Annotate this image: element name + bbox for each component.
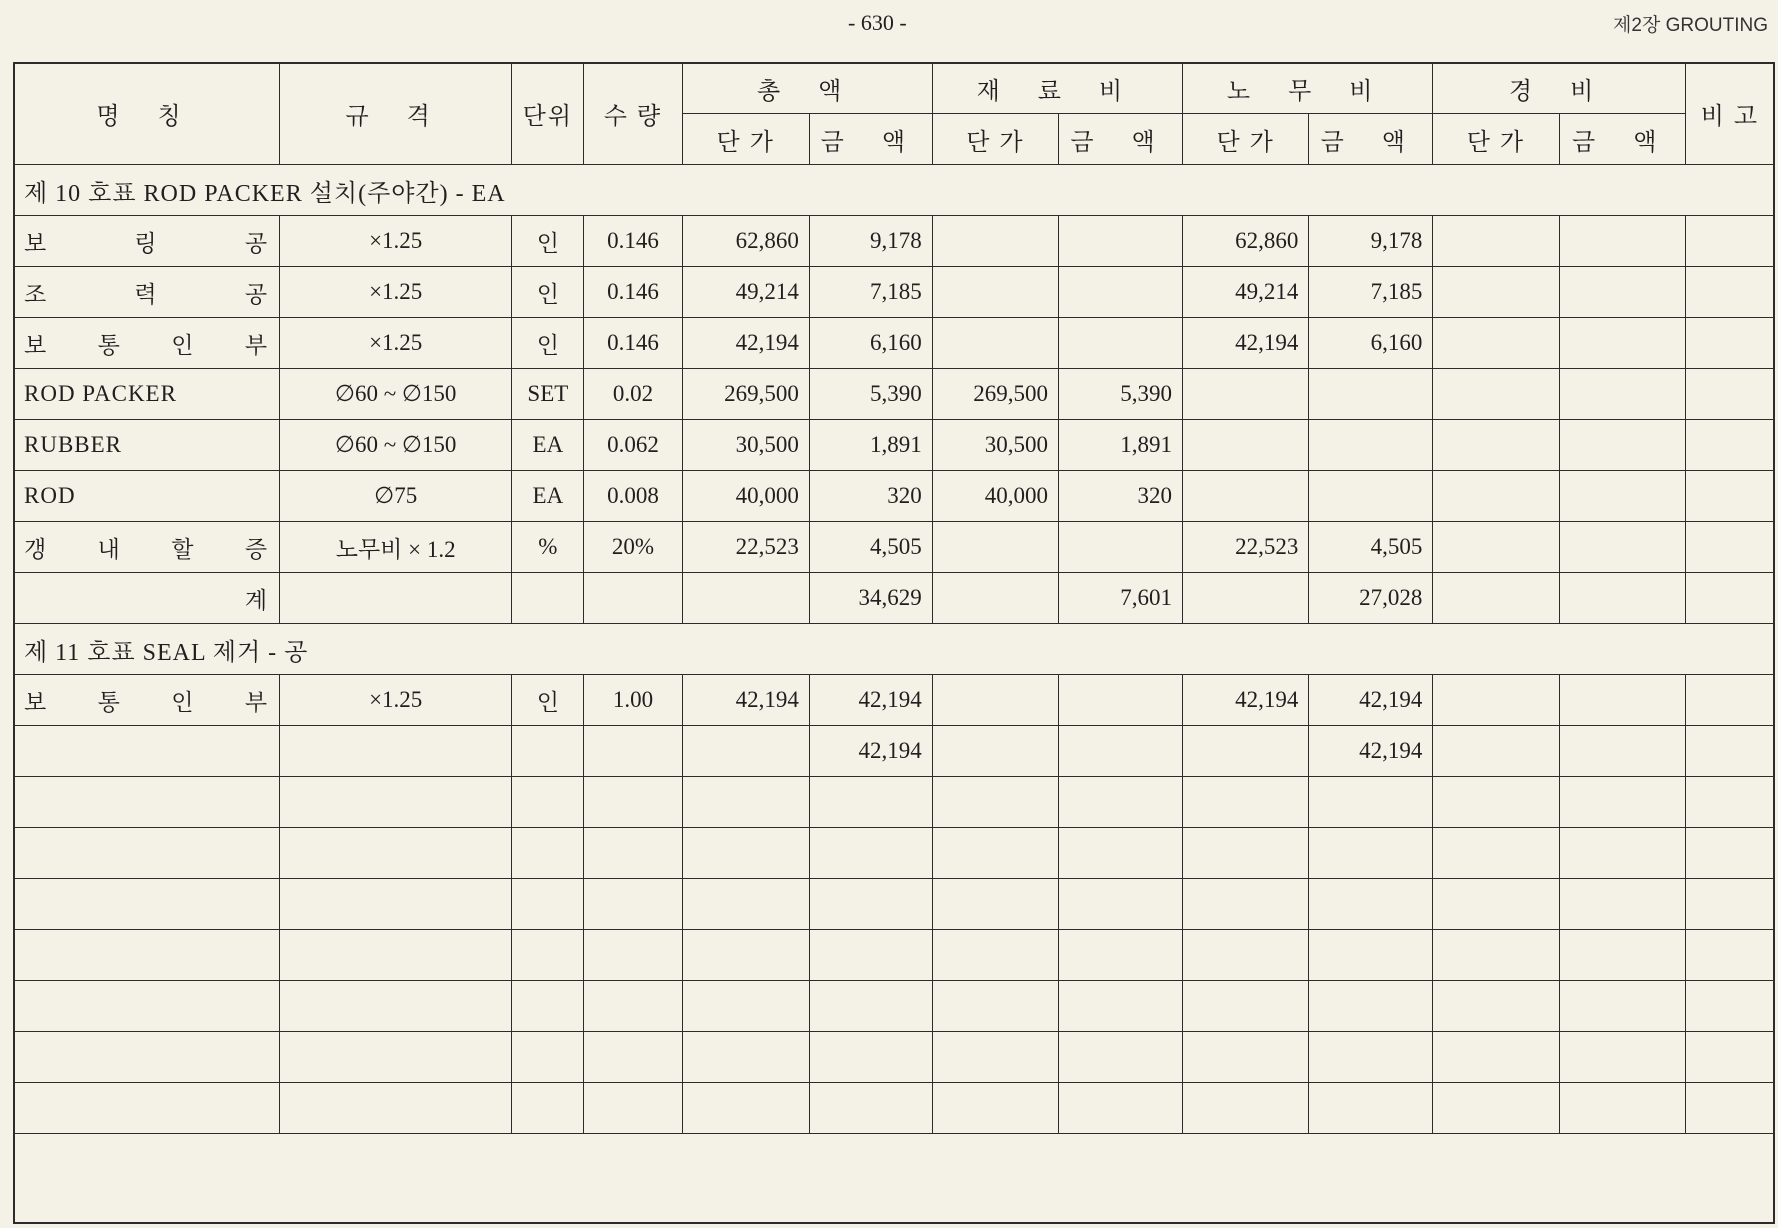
header-unit: 단위 (512, 63, 584, 165)
section-title: 제 11 호표 SEAL 제거 - 공 (14, 624, 1775, 675)
table-row (14, 675, 1775, 726)
cell-qty: 1.00 (584, 675, 682, 726)
cell-spec: ×1.25 (280, 675, 512, 726)
section-title: 제 10 호표 ROD PACKER 설치(주야간) - EA (14, 165, 1775, 216)
empty-cell (280, 930, 512, 981)
cell-remark (1685, 420, 1774, 471)
cell-exp-price (1433, 675, 1559, 726)
cell-lab-amount: 6,160 (1309, 318, 1433, 369)
empty-cell (809, 981, 932, 1032)
cell-exp-price (1433, 318, 1559, 369)
empty-row (14, 777, 1775, 828)
cell-lab-amount (1309, 420, 1433, 471)
cell-remark (1685, 471, 1774, 522)
empty-cell (1433, 981, 1559, 1032)
empty-cell (682, 1083, 809, 1134)
cell-total-amount: 9,178 (809, 216, 932, 267)
cell-mat-amount: 5,390 (1059, 369, 1183, 420)
empty-cell (280, 981, 512, 1032)
cell-unit: EA (512, 420, 584, 471)
empty-cell (280, 828, 512, 879)
cell-exp-amount (1559, 318, 1685, 369)
cell-unit: 인 (512, 675, 584, 726)
cell-unit: 인 (512, 318, 584, 369)
cell-lab-amount: 42,194 (1309, 726, 1433, 777)
cell-spec (280, 726, 512, 777)
cell-total-amount: 34,629 (809, 573, 932, 624)
cell-spec: ∅75 (280, 471, 512, 522)
empty-cell (1559, 1083, 1685, 1134)
empty-cell (1183, 930, 1309, 981)
cell-exp-amount (1559, 726, 1685, 777)
cell-total-amount: 42,194 (809, 675, 932, 726)
empty-cell (1685, 1083, 1774, 1134)
empty-cell (584, 1032, 682, 1083)
empty-cell (512, 1083, 584, 1134)
header-labor-amount: 금 액 (1309, 114, 1433, 165)
empty-cell (512, 1032, 584, 1083)
cell-qty (584, 726, 682, 777)
cell-mat-amount (1059, 675, 1183, 726)
header-expense-amount: 금 액 (1559, 114, 1685, 165)
empty-cell (584, 1083, 682, 1134)
cell-name: RUBBER (14, 420, 280, 471)
empty-cell (512, 930, 584, 981)
cell-spec: ×1.25 (280, 216, 512, 267)
cell-exp-amount (1559, 420, 1685, 471)
table-row (14, 522, 1775, 573)
cell-total-amount: 7,185 (809, 267, 932, 318)
cell-qty: 0.146 (584, 267, 682, 318)
empty-cell (1433, 777, 1559, 828)
section-title-row (14, 165, 1775, 216)
empty-cell (1183, 981, 1309, 1032)
cell-total-price: 42,194 (682, 318, 809, 369)
header-remark: 비 고 (1685, 63, 1774, 165)
header-total-amount: 금 액 (809, 114, 932, 165)
cell-unit (512, 573, 584, 624)
cell-total-price: 269,500 (682, 369, 809, 420)
header-row-main (14, 63, 1775, 114)
empty-cell (682, 777, 809, 828)
empty-cell (932, 1083, 1058, 1134)
cell-qty: 0.02 (584, 369, 682, 420)
cell-mat-price (932, 675, 1058, 726)
empty-cell (14, 930, 280, 981)
empty-cell (1685, 930, 1774, 981)
empty-cell (584, 879, 682, 930)
cell-qty (584, 573, 682, 624)
cell-remark (1685, 369, 1774, 420)
cell-lab-price (1183, 471, 1309, 522)
empty-cell (809, 930, 932, 981)
empty-row (14, 1032, 1775, 1083)
table-row (14, 471, 1775, 522)
empty-cell (1559, 828, 1685, 879)
empty-cell (14, 981, 280, 1032)
empty-cell (14, 828, 280, 879)
cell-exp-amount (1559, 216, 1685, 267)
cell-qty: 20% (584, 522, 682, 573)
cell-lab-price: 62,860 (1183, 216, 1309, 267)
empty-cell (809, 879, 932, 930)
cell-exp-price (1433, 267, 1559, 318)
header-expense: 경 비 (1433, 63, 1686, 114)
header-total-unit-price: 단 가 (682, 114, 809, 165)
empty-cell (280, 1032, 512, 1083)
cell-lab-amount (1309, 471, 1433, 522)
empty-cell (584, 777, 682, 828)
cell-exp-price (1433, 471, 1559, 522)
cell-total-amount: 4,505 (809, 522, 932, 573)
empty-cell (932, 981, 1058, 1032)
cell-name: 계 (14, 573, 280, 624)
table-row (14, 726, 1775, 777)
empty-cell (932, 777, 1058, 828)
cell-remark (1685, 726, 1774, 777)
cell-remark (1685, 318, 1774, 369)
cell-mat-price: 40,000 (932, 471, 1058, 522)
cell-name: 보 통 인 부 (14, 675, 280, 726)
cell-exp-price (1433, 726, 1559, 777)
header-material: 재 료 비 (932, 63, 1182, 114)
cell-exp-price (1433, 216, 1559, 267)
cell-qty: 0.062 (584, 420, 682, 471)
header-material-amount: 금 액 (1059, 114, 1183, 165)
cell-mat-amount: 1,891 (1059, 420, 1183, 471)
empty-cell (280, 777, 512, 828)
cell-mat-amount: 320 (1059, 471, 1183, 522)
empty-cell (1433, 828, 1559, 879)
cell-spec: ×1.25 (280, 267, 512, 318)
chapter-title: 제2장 GROUTING (1613, 15, 1768, 36)
cell-spec: 노무비 × 1.2 (280, 522, 512, 573)
page-number: - 630 - (848, 10, 907, 35)
empty-cell (932, 930, 1058, 981)
cell-remark (1685, 573, 1774, 624)
empty-cell (584, 981, 682, 1032)
empty-cell (682, 930, 809, 981)
empty-cell (1059, 879, 1183, 930)
cell-name: 보 통 인 부 (14, 318, 280, 369)
empty-cell (1309, 981, 1433, 1032)
header-spec: 규 격 (280, 63, 512, 165)
empty-cell (1309, 930, 1433, 981)
cell-total-price (682, 726, 809, 777)
empty-cell (809, 1032, 932, 1083)
cell-remark (1685, 216, 1774, 267)
cell-name: 보 링 공 (14, 216, 280, 267)
cell-exp-price (1433, 573, 1559, 624)
cell-exp-amount (1559, 675, 1685, 726)
empty-cell (280, 1083, 512, 1134)
cell-name (14, 726, 280, 777)
empty-cell (512, 828, 584, 879)
empty-cell (1059, 777, 1183, 828)
cell-lab-amount: 7,185 (1309, 267, 1433, 318)
empty-cell (1059, 1032, 1183, 1083)
empty-cell (1433, 1083, 1559, 1134)
empty-cell (512, 981, 584, 1032)
empty-cell (14, 777, 280, 828)
header-labor-unit-price: 단 가 (1183, 114, 1309, 165)
table-row (14, 369, 1775, 420)
cell-lab-amount: 42,194 (1309, 675, 1433, 726)
cell-total-price: 49,214 (682, 267, 809, 318)
cell-qty: 0.146 (584, 216, 682, 267)
empty-cell (1309, 777, 1433, 828)
empty-cell (1685, 879, 1774, 930)
table-row (14, 267, 1775, 318)
cell-lab-price (1183, 726, 1309, 777)
cell-unit: EA (512, 471, 584, 522)
empty-cell (280, 879, 512, 930)
empty-row (14, 879, 1775, 930)
cell-exp-price (1433, 420, 1559, 471)
empty-cell (1559, 930, 1685, 981)
empty-cell (584, 828, 682, 879)
empty-cell (809, 1083, 932, 1134)
cost-table (13, 62, 1775, 1134)
cell-mat-price (932, 267, 1058, 318)
cell-exp-price (1433, 522, 1559, 573)
empty-cell (932, 828, 1058, 879)
cell-lab-price: 49,214 (1183, 267, 1309, 318)
empty-cell (1685, 777, 1774, 828)
cell-exp-amount (1559, 369, 1685, 420)
cell-lab-price: 42,194 (1183, 318, 1309, 369)
cell-remark (1685, 267, 1774, 318)
empty-cell (1309, 828, 1433, 879)
cell-total-amount: 42,194 (809, 726, 932, 777)
empty-cell (1559, 777, 1685, 828)
cell-unit (512, 726, 584, 777)
cell-lab-price (1183, 573, 1309, 624)
cell-exp-amount (1559, 471, 1685, 522)
cell-mat-price (932, 216, 1058, 267)
cell-mat-price (932, 573, 1058, 624)
empty-cell (512, 777, 584, 828)
empty-cell (1433, 879, 1559, 930)
cell-qty: 0.146 (584, 318, 682, 369)
header-expense-unit-price: 단 가 (1433, 114, 1559, 165)
empty-cell (1309, 1032, 1433, 1083)
cell-remark (1685, 675, 1774, 726)
cell-lab-price: 22,523 (1183, 522, 1309, 573)
cell-unit: % (512, 522, 584, 573)
cell-lab-amount: 27,028 (1309, 573, 1433, 624)
cell-mat-price (932, 726, 1058, 777)
cell-total-amount: 6,160 (809, 318, 932, 369)
table-row (14, 216, 1775, 267)
cell-lab-price: 42,194 (1183, 675, 1309, 726)
empty-cell (1433, 1032, 1559, 1083)
cell-unit: 인 (512, 216, 584, 267)
cell-total-price: 62,860 (682, 216, 809, 267)
empty-cell (1685, 1032, 1774, 1083)
empty-cell (1059, 1083, 1183, 1134)
cell-mat-price: 269,500 (932, 369, 1058, 420)
cell-mat-amount (1059, 318, 1183, 369)
cell-unit: SET (512, 369, 584, 420)
empty-cell (1183, 828, 1309, 879)
empty-cell (1059, 981, 1183, 1032)
cell-total-amount: 1,891 (809, 420, 932, 471)
cell-exp-amount (1559, 267, 1685, 318)
empty-cell (682, 828, 809, 879)
empty-cell (809, 828, 932, 879)
cell-name: ROD (14, 471, 280, 522)
empty-cell (1059, 828, 1183, 879)
empty-cell (1559, 879, 1685, 930)
empty-row (14, 1083, 1775, 1134)
cell-mat-amount (1059, 267, 1183, 318)
empty-cell (1559, 981, 1685, 1032)
empty-row (14, 981, 1775, 1032)
cell-exp-amount (1559, 573, 1685, 624)
cell-mat-amount (1059, 216, 1183, 267)
table-row (14, 318, 1775, 369)
empty-cell (512, 879, 584, 930)
empty-cell (1183, 1032, 1309, 1083)
cell-mat-price: 30,500 (932, 420, 1058, 471)
cell-spec: ∅60 ~ ∅150 (280, 369, 512, 420)
empty-cell (14, 879, 280, 930)
cell-unit: 인 (512, 267, 584, 318)
cell-name: ROD PACKER (14, 369, 280, 420)
empty-cell (1685, 981, 1774, 1032)
cell-mat-price (932, 522, 1058, 573)
cell-mat-amount: 7,601 (1059, 573, 1183, 624)
empty-cell (932, 1032, 1058, 1083)
cell-mat-price (932, 318, 1058, 369)
cell-total-price: 42,194 (682, 675, 809, 726)
cell-exp-price (1433, 369, 1559, 420)
header-qty: 수 량 (584, 63, 682, 165)
empty-cell (932, 879, 1058, 930)
cell-lab-price (1183, 420, 1309, 471)
section-title-row (14, 624, 1775, 675)
cell-exp-amount (1559, 522, 1685, 573)
header-labor: 노 무 비 (1183, 63, 1433, 114)
header-name: 명 칭 (14, 63, 280, 165)
empty-cell (1183, 1083, 1309, 1134)
cell-remark (1685, 522, 1774, 573)
cell-total-price: 40,000 (682, 471, 809, 522)
header-total: 총 액 (682, 63, 932, 114)
empty-cell (1685, 828, 1774, 879)
empty-cell (1559, 1032, 1685, 1083)
cell-lab-amount: 4,505 (1309, 522, 1433, 573)
cell-total-amount: 320 (809, 471, 932, 522)
empty-cell (1183, 777, 1309, 828)
cell-lab-amount: 9,178 (1309, 216, 1433, 267)
header-material-unit-price: 단 가 (932, 114, 1058, 165)
table-row (14, 573, 1775, 624)
empty-cell (1183, 879, 1309, 930)
empty-cell (14, 1032, 280, 1083)
empty-cell (14, 1083, 280, 1134)
cell-total-price: 30,500 (682, 420, 809, 471)
empty-row (14, 828, 1775, 879)
cell-spec: ×1.25 (280, 318, 512, 369)
cell-qty: 0.008 (584, 471, 682, 522)
cell-lab-amount (1309, 369, 1433, 420)
cell-mat-amount (1059, 522, 1183, 573)
cell-total-price (682, 573, 809, 624)
empty-cell (1433, 930, 1559, 981)
cell-spec (280, 573, 512, 624)
empty-cell (682, 981, 809, 1032)
cell-total-amount: 5,390 (809, 369, 932, 420)
empty-cell (682, 879, 809, 930)
cell-name: 갱 내 할 증 (14, 522, 280, 573)
table-row (14, 420, 1775, 471)
empty-cell (1059, 930, 1183, 981)
cell-total-price: 22,523 (682, 522, 809, 573)
empty-cell (584, 930, 682, 981)
empty-cell (682, 1032, 809, 1083)
empty-cell (1309, 1083, 1433, 1134)
empty-cell (809, 777, 932, 828)
cell-name: 조 력 공 (14, 267, 280, 318)
empty-cell (1309, 879, 1433, 930)
cell-mat-amount (1059, 726, 1183, 777)
cell-spec: ∅60 ~ ∅150 (280, 420, 512, 471)
cell-lab-price (1183, 369, 1309, 420)
empty-row (14, 930, 1775, 981)
table-body (14, 165, 1775, 1134)
